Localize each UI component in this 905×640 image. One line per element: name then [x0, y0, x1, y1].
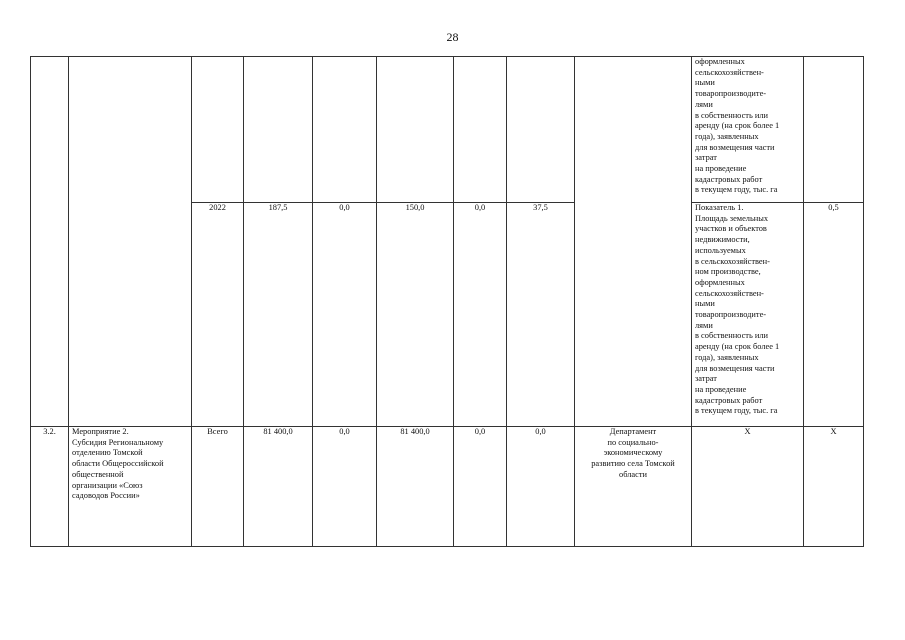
cell-indicator: Х	[692, 427, 804, 547]
indicator-line: аренду (на срок более 1	[695, 342, 780, 352]
executor-line: экономическому	[603, 448, 663, 458]
indicator-line: участков и объектов	[695, 224, 767, 234]
indicator-line: оформленных	[695, 57, 745, 66]
cell-regional: 81 400,0	[377, 427, 454, 547]
cell-other: 0,0	[507, 427, 575, 547]
cell-target: Х	[804, 427, 864, 547]
indicator-line: на проведение	[695, 384, 747, 394]
indicator-line: Показатель 1.	[695, 203, 744, 212]
program-table	[30, 56, 864, 547]
indicator-line: недвижимости,	[695, 235, 750, 245]
executor-line: по социально-	[607, 437, 659, 447]
cell-federal: 0,0	[313, 427, 377, 547]
indicator-line: ными	[695, 78, 715, 88]
indicator-line: товаропроизводите-	[695, 310, 767, 320]
cell-executor	[575, 427, 692, 547]
indicator-line: ными	[695, 299, 715, 309]
executor-line: развитию села Томской	[591, 459, 675, 469]
cell-other	[507, 57, 575, 203]
name-line: области Общероссийской	[72, 459, 164, 469]
cell-regional: 150,0	[377, 203, 454, 427]
cell-number	[31, 57, 69, 427]
cell-target: 0,5	[804, 203, 864, 427]
page-number: 28	[446, 30, 459, 44]
indicator-line: года), заявленных	[695, 352, 759, 362]
cell-year	[192, 57, 244, 203]
indicator-line: в текущем году, тыс. га	[695, 185, 778, 195]
cell-number: 3.2.	[31, 427, 69, 547]
indicator-line: кадастровых работ	[695, 174, 763, 184]
indicator-line: в собственность или	[695, 110, 769, 120]
indicator-line: лями	[695, 320, 713, 330]
indicator-line: для возмещения части	[695, 142, 775, 152]
indicator-line: в собственность или	[695, 331, 769, 341]
cell-indicator	[692, 57, 804, 203]
indicator-line: затрат	[695, 153, 717, 163]
indicator-line: затрат	[695, 374, 717, 384]
cell-local: 0,0	[454, 203, 507, 427]
cell-total: 81 400,0	[244, 427, 313, 547]
name-line: общественной	[72, 469, 124, 479]
cell-local: 0,0	[454, 427, 507, 547]
cell-executor	[575, 57, 692, 427]
cell-name	[69, 57, 192, 427]
cell-year: Всего	[192, 427, 244, 547]
table-row	[31, 57, 864, 203]
indicator-line: ном производстве,	[695, 267, 761, 277]
name-line: Субсидия Региональному	[72, 437, 164, 447]
name-line: садоводов России»	[72, 491, 140, 501]
indicator-line: аренду (на срок более 1	[695, 121, 780, 131]
cell-year: 2022	[192, 203, 244, 427]
indicator-line: для возмещения части	[695, 363, 775, 373]
cell-name	[69, 427, 192, 547]
indicator-line: товаропроизводите-	[695, 89, 767, 99]
cell-federal	[313, 57, 377, 203]
indicator-line: в текущем году, тыс. га	[695, 406, 778, 416]
cell-local	[454, 57, 507, 203]
cell-other: 37,5	[507, 203, 575, 427]
indicator-line: года), заявленных	[695, 131, 759, 141]
executor-line: Департамент	[609, 427, 657, 436]
cell-total	[244, 57, 313, 203]
indicator-line: оформленных	[695, 277, 745, 287]
indicator-line: на проведение	[695, 164, 747, 174]
indicator-line: в сельскохозяйствен-	[695, 256, 770, 266]
cell-indicator	[692, 203, 804, 427]
indicator-line: используемых	[695, 245, 746, 255]
name-line: организации «Союз	[72, 480, 143, 490]
indicator-line: лями	[695, 99, 713, 109]
name-line: Мероприятие 2.	[72, 427, 129, 436]
cell-total: 187,5	[244, 203, 313, 427]
table-row	[31, 427, 864, 547]
executor-line: области	[619, 469, 647, 479]
name-line: отделению Томской	[72, 448, 143, 458]
cell-target	[804, 57, 864, 203]
indicator-line: кадастровых работ	[695, 395, 763, 405]
cell-regional	[377, 57, 454, 203]
indicator-line: сельскохозяйствен-	[695, 288, 764, 298]
indicator-line: Площадь земельных	[695, 213, 769, 223]
cell-federal: 0,0	[313, 203, 377, 427]
indicator-line: сельскохозяйствен-	[695, 67, 764, 77]
